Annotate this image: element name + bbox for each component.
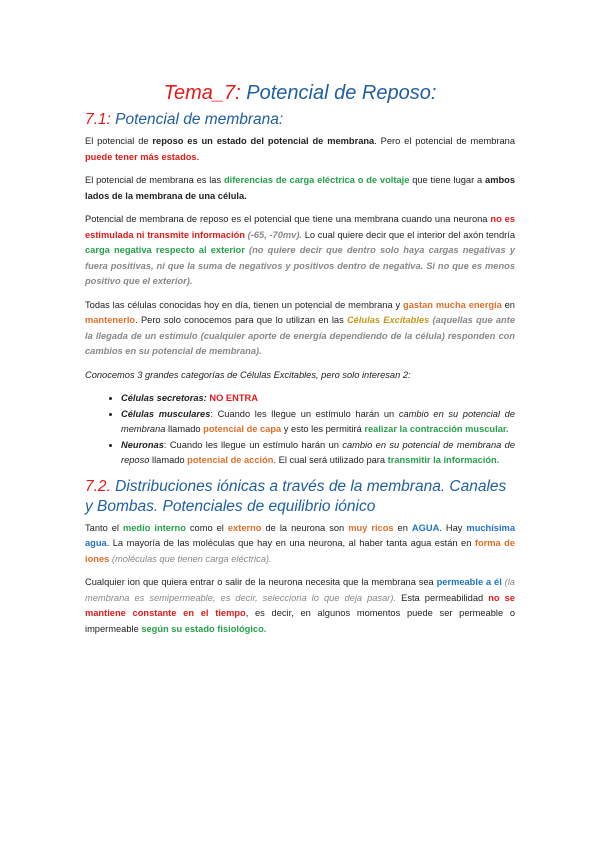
text-run: reposo es un estado del potencial de membrana (152, 136, 375, 146)
text-run: 7.2. (85, 477, 111, 495)
list-item (121, 391, 515, 407)
text-run: ambos lados de la membrana de una célula. (85, 175, 515, 201)
paragraph: Conocemos 3 grandes categorías de Células Excitables, pero solo interesan 2: (85, 369, 411, 380)
document-page (85, 80, 515, 645)
text-run: Potencial de membrana de reposo es el potencial que tiene una membrana cuando una neurona (85, 214, 491, 224)
section-heading-7-1 (85, 110, 515, 130)
title-name: Potencial de Reposo: (240, 82, 437, 104)
text-run: llamado (149, 455, 188, 465)
title-tema: Tema_7: (163, 82, 241, 104)
text-run: . El cual será utilizado para (273, 455, 388, 465)
text-run: Células musculares (121, 408, 211, 419)
text-run: (la membrana es semipermeable, es decir, selecciona lo que deja pasar). (85, 577, 515, 603)
text-run: medio interno (123, 522, 186, 533)
text-run: muchísima agua (85, 522, 515, 548)
text-run: gastan mucha energía (403, 299, 502, 310)
text-run: El potencial de (85, 136, 153, 146)
text-run: no es estimulada ni transmite información (85, 214, 515, 240)
text-run: . Pero el potencial de membrana (374, 136, 515, 146)
text-run: AGUA (411, 522, 440, 533)
list-item (121, 407, 515, 438)
text-run: , es decir, en algunos momentos puede ser permeable o impermeable (85, 608, 516, 634)
text-run: . Pero solo conocemos para que lo utilizan en las (135, 315, 347, 325)
text-run: (moléculas que tienen carga eléctrica). (109, 553, 272, 564)
text-run: Esta permeabilidad (396, 592, 489, 603)
paragraph (85, 134, 515, 165)
text-run: Cualquier ion que quiera entrar o salir de la neurona necesita que la membrana sea (85, 577, 437, 587)
list-item (121, 438, 515, 469)
paragraph (85, 575, 515, 637)
bullet-list (85, 391, 515, 469)
text-run: : Cuando les llegue un estímulo harán un (210, 408, 399, 419)
text-run: carga negativa respecto al exterior (85, 245, 245, 255)
text-run: muy ricos (348, 522, 394, 533)
paragraph (85, 173, 515, 204)
text-run: puede tener más estados. (85, 151, 200, 162)
text-run: en (393, 522, 412, 533)
text-run: llamado (165, 424, 204, 434)
text-run: Distribuciones iónicas a través de la membrana. Canales y Bombas. Potenciales de equilibrio iónico (85, 477, 507, 515)
paragraph (85, 212, 515, 290)
text-run: Células secretoras: (121, 393, 207, 403)
text-run: mantenerlo (85, 315, 136, 325)
text-run: externo (227, 522, 262, 533)
text-run: (-65, -70mv). (244, 229, 303, 240)
text-run: diferencias de carga eléctrica o de voltaje (223, 175, 410, 185)
text-run: Células Excitables (346, 315, 430, 325)
text-run: de la neurona son (261, 522, 349, 533)
text-run: 7.1: (85, 111, 111, 128)
text-run: según su estado fisiológico. (141, 623, 267, 634)
text-run: cambio en su potencial de membrana de reposo (121, 439, 516, 465)
text-run: (no quiere decir que dentro solo haya cargas negativas y fuera positivas, ni que la suma de negativos y positivos dentro de negativa. Si no que es menos positivo que el exterior). (85, 245, 515, 286)
text-run: El potencial de membrana es las (85, 175, 224, 185)
text-run: no se mantiene constante en el tiempo (85, 592, 515, 618)
text-run: en (501, 299, 515, 310)
paragraph (85, 521, 515, 568)
text-run: permeable a él (436, 577, 502, 587)
text-run: potencial de capa (203, 424, 282, 434)
text-run: (aquellas que ante la llegada de un estímulo (cualquier aporte de energía dependiendo de la célula) responden con cambios en su potencial de membrana). (85, 315, 515, 356)
text-run: Lo cual quiere decir que el interior del axón tendría (302, 229, 515, 240)
paragraph (85, 298, 515, 360)
text-run: . La mayoría de las moléculas que hay en una neurona, al haber tanta agua están en (106, 538, 475, 548)
text-run: cambio en su potencial de membrana (121, 408, 515, 434)
text-run: . Hay (439, 522, 467, 533)
text-run: potencial de acción (187, 455, 274, 465)
text-run: transmitir la información. (387, 455, 500, 465)
text-run: Tanto el (85, 522, 123, 533)
page-title (85, 80, 515, 106)
text-run: y esto les permitirá (281, 424, 365, 434)
text-run: Neuronas (121, 439, 164, 450)
text-run: : Cuando les llegue un estímulo harán un (163, 439, 343, 450)
text-run: NO ENTRA (206, 393, 258, 403)
text-run: que tiene lugar a (409, 175, 486, 185)
text-run: como el (185, 522, 228, 533)
section-heading-7-2 (85, 477, 515, 517)
text-run: Potencial de membrana: (110, 111, 284, 128)
text-run: forma de iones (85, 538, 515, 564)
text-run: Todas las células conocidas hoy en día, tienen un potencial de membrana y (85, 299, 404, 310)
text-run: realizar la contracción muscular. (364, 424, 509, 434)
